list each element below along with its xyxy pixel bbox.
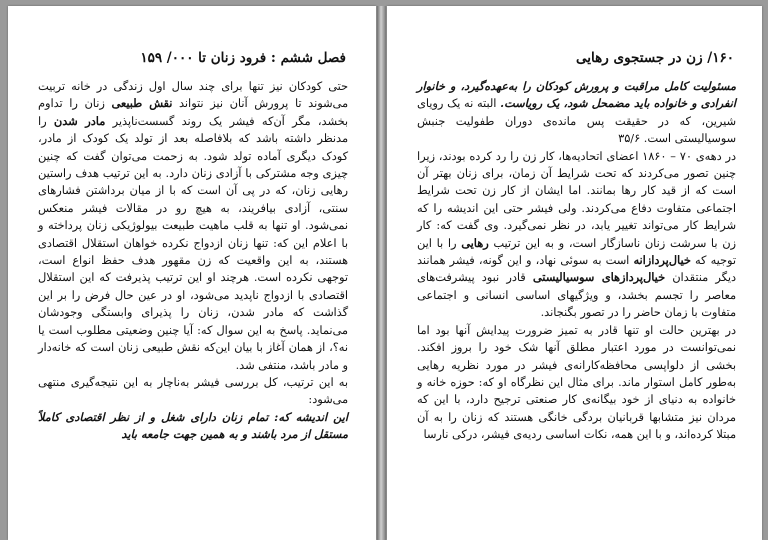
text-run: حتی کودکان نیز تنها برای چند سال اول زندگی در خانه تربیت می‌شوند تا پرورش آنان نیز نتواند — [38, 80, 348, 111]
left-paragraph-1 — [38, 78, 348, 374]
text-run: قادر نبود پیشرفت‌های معاصر را تجسم بخشد، و ویژگیهای اساسی انسانی و اجتماعی متفاوت با زمان حاضر را در تصور بگنجاند. — [417, 271, 736, 320]
left-page — [8, 6, 376, 540]
left-page-body — [38, 78, 348, 444]
right-paragraph-1 — [417, 78, 736, 148]
left-running-head: فصل ششم : فرود زنان تا ۰۰۰/ ۱۵۹ — [140, 50, 346, 66]
book-gutter — [377, 6, 386, 540]
text-run: زنان را تداوم بخشد، مگر آن‌که فیشر یک روند گسست‌ناپذیر — [38, 97, 349, 128]
quote-continuation: مسئولیت کامل مراقبت و پرورش کودکان را به‌عهده‌گیرد، و خانوار انفرادی و خانواده باید مضمحل شود، یک رویاست. — [417, 79, 736, 111]
text-run: را با این توجیه که — [417, 236, 736, 268]
bold-term-socialist-utopias: خیال‌پردازهای سوسیالیستی — [532, 270, 666, 285]
bold-term-motherhood: مادر شدن — [53, 113, 106, 128]
text-run: را مدنظر داشته باشد که بلافاصله بعد از تولد یک کودک از مادر، کودک دیگری آماده تولد شود. به زحمت می‌توان گفت که چنین چیزی وجه مشترکی با آزادی زنان دارد. به این ترتیب هدف راستین رهایی زنان، که در پی آن است که با از میان برداشتن فشارهای سنتی، آزادی بیافریند، به هیچ رو در مقالات فیشر منعکس نمی‌شود. او تنها به قلب ماهیت طبیعت بیولوژیکی زنان پرداخته و با اعلام این که: تنها زنان ازدواج نکرده خواهان استقلال اقتصادی هستند، به این واقعیت که زن مقهور هدف حفظ انواع است، توجهی نکرده است. هرچند او این ترتیب پذیرفت که این استقلال اقتصادی با ازدواج ناپدید می‌شود، او در عین حال فرض را بر این گذاشت که مادر شدن، زنان را پذیرای وابستگی وجودشان می‌نماید. پاسخ به این سوال که: آیا چنین وضعیتی مطلوب است یا نه؟، از همان آغاز با بیان این‌که نقش طبیعی زنان است که خانه‌دار و مادر باشد، منتفی شد. — [38, 114, 348, 372]
right-page-body — [417, 78, 736, 444]
right-paragraph-2 — [417, 148, 736, 322]
text-run: البته نه یک رویای شیرین، که در حقیقت پس مانده‌ی دوران طفولیت جنبش سوسیالیستی است. ۳۵/۶ — [417, 97, 736, 146]
bold-term-utopian: خیال‌پردازانه — [633, 253, 691, 268]
text-run: در دهه‌ی ۷۰ – ۱۸۶۰ اعضای اتحادیه‌ها، کار زن را رد کرده بودند، زیرا چنین تصور می‌کردند که تحت شرایط آن زمان، برای زنان بهتر آن است که از قید کار رها بمانند. اما ایشان از کار زن تحت شرایط اجتماعی متفاوت دفاع می‌کردند. ولی فیشر حتی این اندیشه را که شرایط کار می‌تواند تغییر یابد، در نظر نمی‌گیرد. وی گفت که: کار زن با سرشت زنان ناسازگار است، و به این ترتیب — [417, 149, 736, 250]
bold-term-emancipation: رهایی — [461, 235, 489, 250]
left-quote-emphasis: این اندیشه که: تمام زنان دارای شغل و از نظر اقتصادی کاملاً مستقل از مرد باشند و به همین جهت جامعه باید — [38, 409, 348, 442]
right-running-head: ۱۶۰/ زن در جستجوی رهایی — [576, 50, 734, 66]
bold-term-natural-role: نقش طبیعی — [111, 96, 173, 111]
right-paragraph-3: در بهترین حالت او تنها قادر به تمیز ضرورت پیدایش آنها بود اما نمی‌توانست در مورد اعتبار مطلق آنها شک خود را بروز افکند. بخشی از دلواپسی محافظه‌کارانه‌ی فیشر در مورد نظریه رهایی به‌طور کامل استوار ماند. برای مثال این نظرگاه او که: حوزه خانه و خانواده به دنیای از خود بیگانه‌ی کار صنعتی ترجیح دارد، با این که مردان نیز متشابها قربانیان بردگی خانگی هستند که زنان را به آن مبتلا کرده‌اند، و با این همه، نکات اساسی ردیه‌ی فیشر، درکی نارسا — [417, 323, 736, 442]
left-paragraph-2: به این ترتیب، کل بررسی فیشر به‌ناچار به این نتیجه‌گیری منتهی می‌شود: — [38, 375, 348, 407]
text-run: است به سوئی نهاد، و این گونه، فیشر همانند دیگر منتقدان — [417, 254, 737, 285]
right-page — [387, 6, 762, 540]
